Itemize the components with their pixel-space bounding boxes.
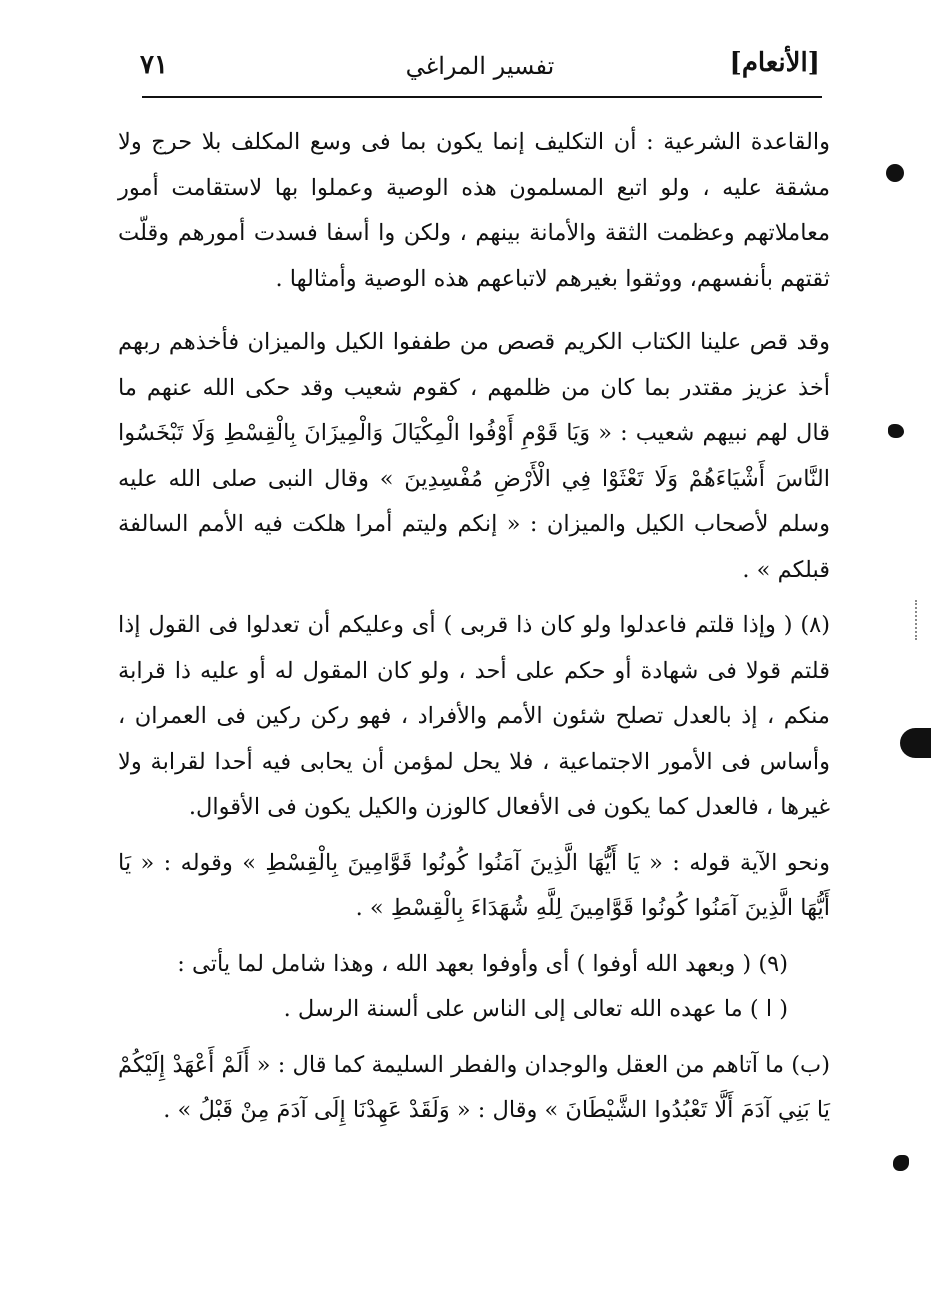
page-body xyxy=(118,120,830,1134)
margin-ink-mark xyxy=(886,164,904,182)
header-divider xyxy=(142,96,822,98)
surah-name: [الأنعام] xyxy=(729,48,820,78)
margin-ink-mark xyxy=(893,1155,909,1171)
paragraph-similar-verses: ونحو الآية قوله : « يَا أَيُّهَا الَّذِينَ آمَنُوا كُونُوا قَوَّامِينَ بِالْقِسْطِ » وقوله : « يَا أَيُّهَا الَّذِينَ آمَنُوا كُونُوا قَوَّامِينَ لِلَّهِ شُهَدَاءَ بِالْقِسْطِ » . xyxy=(118,849,830,921)
list-item-ba: (ب) ما آتاهم من العقل والوجدان والفطر السليمة كما قال : « أَلَمْ أَعْهَدْ إِلَيْكُمْ يَا بَنِي آدَمَ أَلَّا تَعْبُدُوا الشَّيْطَانَ » وقال : « وَلَقَدْ عَهِدْنَا إِلَى آدَمَ مِنْ قَبْلُ » . xyxy=(118,1051,830,1123)
paragraph-legal-rule: والقاعدة الشرعية : أن التكليف إنما يكون بما فى وسع المكلف بلا حرج ولا مشقة عليه ، ولو اتبع المسلمون هذه الوصية وعملوا بها لاستقامت أمور معاملاتهم وعظمت الثقة والأمانة بينهم ، ولكن وا أسفا فسدت أمورهم وقلّت ثقتهم بأنفسهم، ووثقوا بغيرهم لاتباعهم هذه الوصية وأمثالها . xyxy=(118,129,830,292)
page-number: ٧١ xyxy=(140,50,168,80)
paragraph-verse-8: (٨) ( وإذا قلتم فاعدلوا ولو كان ذا قربى ) أى وعليكم أن تعدلوا فى القول إذا قلتم قولا فى شهادة أو حكم على أحد ، ولو كان المقول له أو عليه ذا قرابة منكم ، إذ بالعدل تصلح شئون الأمم والأفراد ، فهو ركن ركين فى العمران ، وأساس فى الأمور الاجتماعية ، فلا يحل لمؤمن أن يحابى فيه أحدا لقرابة ولا غيرها ، فالعدل كما يكون فى الأفعال كالوزن والكيل يكون فى الأقوال. xyxy=(118,612,830,820)
margin-pencil-mark xyxy=(915,600,919,640)
margin-ink-mark xyxy=(888,424,904,438)
paragraph-verse-9: (٩) ( وبعهد الله أوفوا ) أى وأوفوا بعهد الله ، وهذا شامل لما يأتى : xyxy=(177,950,788,977)
list-item-alif: ( ا ) ما عهده الله تعالى إلى الناس على ألسنة الرسل . xyxy=(283,996,788,1022)
paragraph-shuayb-story: وقد قص علينا الكتاب الكريم قصص من طففوا الكيل والميزان فأخذهم ربهم أخذ عزيز مقتدر بما كان من ظلمهم ، كقوم شعيب وقد حكى الله عنهم ما قال لهم نبيهم شعيب : « وَيَا قَوْمِ أَوْفُوا الْمِكْيَالَ وَالْمِيزَانَ بِالْقِسْطِ وَلَا تَبْخَسُوا النَّاسَ أَشْيَاءَهُمْ وَلَا تَعْثَوْا فِي الْأَرْضِ مُفْسِدِينَ » وقال النبى صلى الله عليه وسلم لأصحاب الكيل والميزان : « إنكم وليتم أمرا هلكت فيه الأمم السالفة قبلكم » . xyxy=(118,329,830,583)
binding-hole-mark xyxy=(900,728,931,758)
book-title: تفسير المراغي xyxy=(405,52,555,80)
page-header xyxy=(140,48,820,100)
